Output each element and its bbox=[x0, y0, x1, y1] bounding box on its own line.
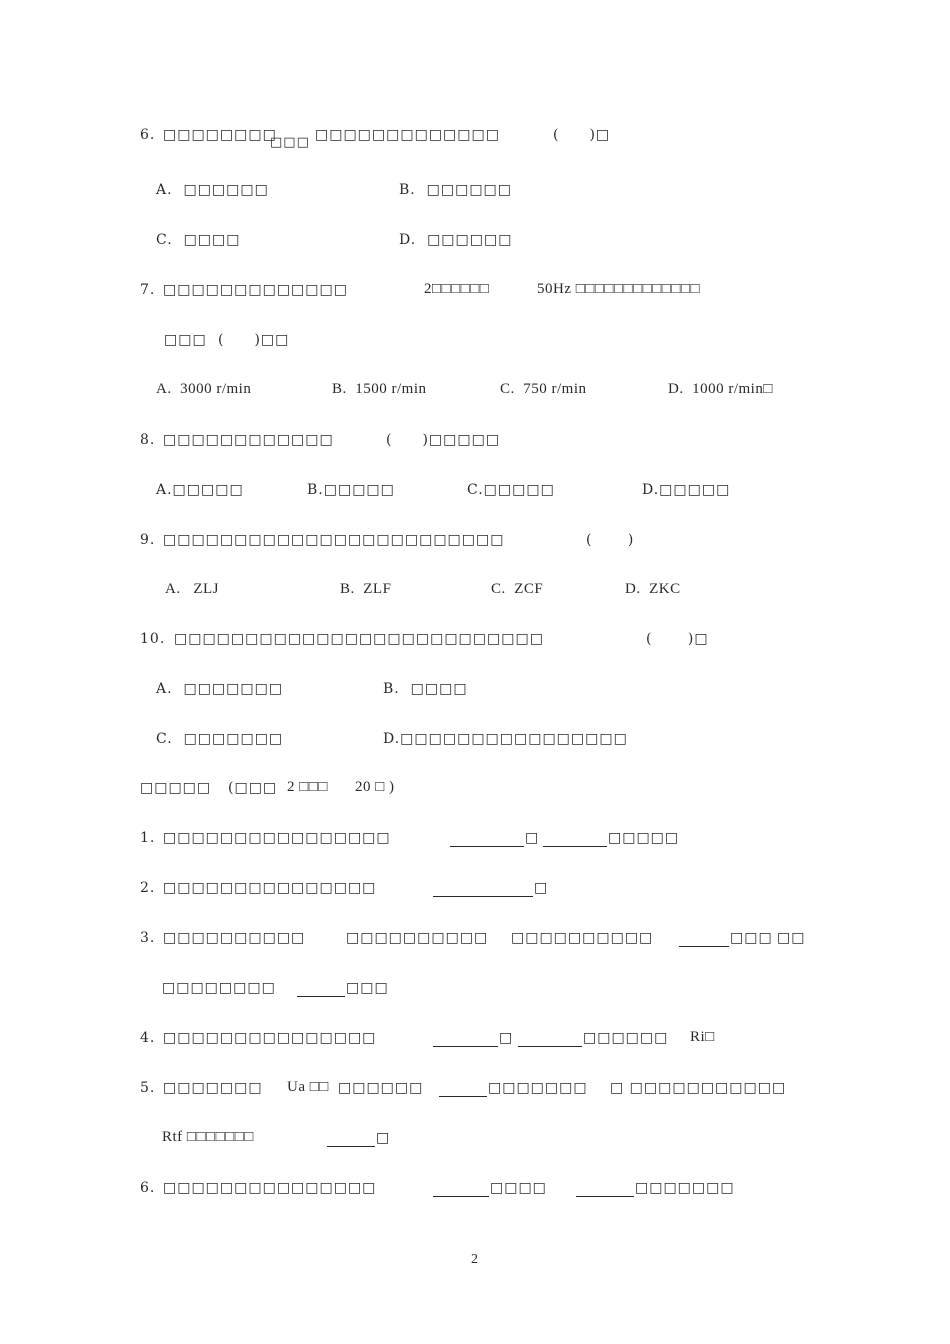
q6-option-a: A. □□□□□□ bbox=[156, 182, 269, 198]
fill1-number: 1. bbox=[140, 830, 156, 846]
fill5-blank-2 bbox=[327, 1146, 375, 1147]
fill3-line2: □□□□□□□□ bbox=[162, 980, 276, 996]
q7-option-b: B. 1500 r/min bbox=[332, 381, 427, 397]
q6-text-small: □□□ bbox=[270, 135, 310, 150]
fill5-tail-2: □ □□□□□□□□□□□ bbox=[610, 1080, 787, 1096]
q9-option-b: B. ZLF bbox=[340, 581, 392, 597]
q9-option-a: A. ZLJ bbox=[165, 581, 219, 597]
fill3-tail-2: □□ bbox=[777, 930, 806, 946]
q10-number: 10. bbox=[140, 631, 166, 647]
fill6-mid: □□□□ bbox=[490, 1180, 547, 1196]
q8-option-d: D.□□□□□ bbox=[642, 482, 731, 498]
q7-answer-paren: ( )□□ bbox=[218, 332, 290, 348]
fill3-text-2: □□□□□□□□□□ bbox=[346, 930, 489, 946]
fill5-tail-3: □ bbox=[376, 1130, 391, 1146]
fill5-line2: Rtf □□□□□□□ bbox=[162, 1129, 254, 1145]
fill6-number: 6. bbox=[140, 1180, 156, 1196]
fill5-number: 5. bbox=[140, 1080, 156, 1096]
fill3-blank-1 bbox=[679, 946, 729, 947]
fill4-tail-2: Ri□ bbox=[690, 1029, 715, 1045]
q10-text: □□□□□□□□□□□□□□□□□□□□□□□□□□ bbox=[174, 631, 544, 647]
fill2-text: □□□□□□□□□□□□□□□ bbox=[163, 880, 377, 896]
q10-option-a: A. □□□□□□□ bbox=[156, 681, 284, 697]
q9-text: □□□□□□□□□□□□□□□□□□□□□□□□ bbox=[163, 532, 505, 548]
fill3-tail-3: □□□ bbox=[346, 980, 389, 996]
fill3-tail-1: □□□ bbox=[730, 930, 773, 946]
fill4-text: □□□□□□□□□□□□□□□ bbox=[163, 1030, 377, 1046]
fill5-text-3: □□□□□□ bbox=[338, 1080, 424, 1096]
fill4-tail: □□□□□□ bbox=[583, 1030, 669, 1046]
fill1-text: □□□□□□□□□□□□□□□□ bbox=[163, 830, 391, 846]
q7-option-c: C. 750 r/min bbox=[500, 381, 587, 397]
q8-option-a: A.□□□□□ bbox=[156, 482, 244, 498]
fill6-text: □□□□□□□□□□□□□□□ bbox=[163, 1180, 377, 1196]
fill5-blank-1 bbox=[439, 1096, 487, 1097]
q8-text: □□□□□□□□□□□□ bbox=[163, 432, 334, 448]
q7-number: 7. bbox=[140, 282, 156, 298]
q9-option-d: D. ZKC bbox=[625, 581, 681, 597]
q10-option-c: C. □□□□□□□ bbox=[156, 731, 284, 747]
page-number: 2 bbox=[471, 1252, 478, 1267]
q7-option-a: A. 3000 r/min bbox=[156, 381, 252, 397]
q10-option-b: B. □□□□ bbox=[383, 681, 468, 697]
section-title: □□□□□ bbox=[140, 780, 212, 796]
fill1-separator: □ bbox=[525, 830, 540, 846]
fill4-blank-1 bbox=[433, 1046, 498, 1047]
fill5-text-1: □□□□□□□ bbox=[163, 1080, 263, 1096]
q6-option-d: D. □□□□□□ bbox=[399, 232, 513, 248]
section-detail-3: 20 □ ) bbox=[355, 779, 395, 795]
q6-number: 6. bbox=[140, 127, 156, 143]
fill2-tail: □ bbox=[534, 880, 549, 896]
fill3-blank-2 bbox=[297, 996, 345, 997]
fill1-blank-2 bbox=[543, 846, 607, 847]
fill1-tail: □□□□□ bbox=[608, 830, 680, 846]
q8-option-c: C.□□□□□ bbox=[467, 482, 555, 498]
fill2-number: 2. bbox=[140, 880, 156, 896]
q9-number: 9. bbox=[140, 532, 156, 548]
fill6-blank-2 bbox=[576, 1196, 634, 1197]
q7-text-part3: 50Hz □□□□□□□□□□□□□ bbox=[537, 281, 701, 297]
q6-text-part1: □□□□□□□□ bbox=[163, 127, 277, 143]
q10-option-d: D.□□□□□□□□□□□□□□□□ bbox=[383, 731, 628, 747]
q7-option-d: D. 1000 r/min□ bbox=[668, 381, 773, 397]
q6-answer-paren: ( )□ bbox=[553, 127, 611, 143]
q7-text-part1: □□□□□□□□□□□□□ bbox=[163, 282, 348, 298]
fill1-blank-1 bbox=[450, 846, 524, 847]
fill4-blank-2 bbox=[518, 1046, 582, 1047]
q7-text-part2: 2□□□□□□ bbox=[424, 281, 490, 297]
fill4-number: 4. bbox=[140, 1030, 156, 1046]
fill5-text-2: Ua □□ bbox=[287, 1079, 329, 1095]
q9-option-c: C. ZCF bbox=[491, 581, 544, 597]
q8-answer-paren: ( )□□□□□ bbox=[386, 432, 501, 448]
q6-option-c: C. □□□□ bbox=[156, 232, 241, 248]
fill3-text-3: □□□□□□□□□□ bbox=[511, 930, 654, 946]
q6-option-b: B. □□□□□□ bbox=[399, 182, 513, 198]
fill3-text-1: □□□□□□□□□□ bbox=[163, 930, 306, 946]
q10-answer-paren: ( )□ bbox=[646, 631, 709, 647]
fill6-blank-1 bbox=[433, 1196, 489, 1197]
q7-text-line2: □□□ bbox=[164, 332, 207, 348]
q9-answer-paren: ( ) bbox=[586, 532, 635, 548]
fill4-separator: □ bbox=[499, 1030, 514, 1046]
q8-number: 8. bbox=[140, 432, 156, 448]
q8-option-b: B.□□□□□ bbox=[307, 482, 395, 498]
fill6-tail: □□□□□□□ bbox=[635, 1180, 735, 1196]
section-detail-2: 2 □□□ bbox=[287, 779, 328, 795]
fill2-blank bbox=[433, 896, 533, 897]
fill3-number: 3. bbox=[140, 930, 156, 946]
section-detail-1: (□□□ bbox=[228, 780, 278, 796]
q6-text-part2: □□□□□□□□□□□□□ bbox=[315, 127, 500, 143]
fill5-tail-1: □□□□□□□ bbox=[488, 1080, 588, 1096]
